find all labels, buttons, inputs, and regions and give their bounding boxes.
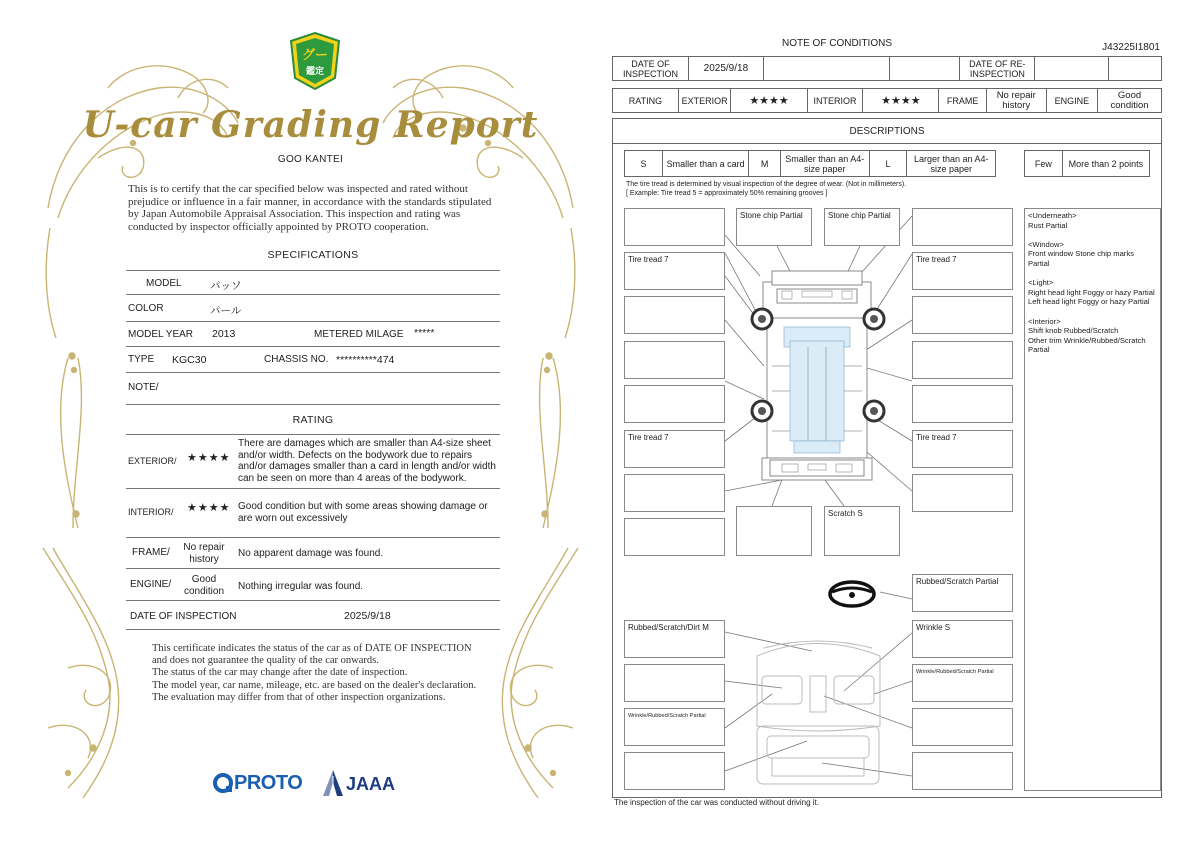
- frame-description: No apparent damage was found.: [238, 548, 384, 559]
- exterior-label: EXTERIOR: [678, 89, 731, 113]
- model-value: パッソ: [210, 280, 242, 292]
- svg-text:鑑定: 鑑定: [305, 67, 325, 77]
- divider: [126, 537, 500, 538]
- note-heading: <Underneath>: [1028, 211, 1077, 220]
- note-heading: <Interior>: [1028, 316, 1061, 326]
- callout-tire-front-left: Tire tread 7: [624, 252, 725, 290]
- engine-label: ENGINE: [1046, 89, 1097, 113]
- callout-dash: Rubbed/Scratch/Dirt M: [624, 620, 725, 658]
- disclaimer-line: The model year, car name, mileage, etc. are based on the dealer's declaration.: [152, 679, 477, 691]
- callout-box: [624, 752, 725, 790]
- frame-label: FRAME: [939, 89, 986, 113]
- callout-box: [912, 708, 1013, 746]
- sheet-code: J43225I1801: [1102, 42, 1160, 53]
- note-of-conditions-sheet: [612, 36, 1164, 816]
- exterior-label: EXTERIOR/: [128, 456, 177, 466]
- date-of-inspection-label: DATE OF INSPECTION: [613, 57, 689, 81]
- tread-example: [ Example: Tire tread 5 = approximately 50% remaining grooves ]: [626, 190, 828, 197]
- callout-box: [624, 341, 725, 379]
- divider: [126, 270, 500, 271]
- jaaa-logo-icon: [323, 770, 343, 796]
- chassis-value: **********474: [336, 354, 395, 366]
- note-text: Front window Stone chip marks Partial: [1028, 249, 1134, 268]
- callout-tire-rear-right: Tire tread 7: [912, 430, 1013, 468]
- disclaimer: [152, 643, 482, 704]
- footer-note: The inspection of the car was conducted without driving it.: [614, 798, 819, 807]
- callout-box: [912, 208, 1013, 246]
- callout-box: [736, 506, 812, 556]
- divider: [126, 600, 500, 601]
- blank-cell: [1109, 57, 1162, 81]
- disclaimer-line: The status of the car may change after the date of inspection.: [152, 667, 408, 679]
- type-label: TYPE: [128, 354, 155, 365]
- proto-logo-icon: [212, 772, 234, 794]
- legend-m: M: [749, 151, 781, 177]
- callout-box: [624, 474, 725, 512]
- callout-wrinkle-s: Wrinkle S: [912, 620, 1013, 658]
- disclaimer-line: This certificate indicates the status of the car as of DATE OF INSPECTION and does not guarantee the quality of the car onwards.: [152, 643, 472, 667]
- callout-box: [624, 296, 725, 334]
- callout-seat-right: Wrinkle/Rubbed/Scratch Partial: [912, 664, 1013, 702]
- sheet-title: NOTE OF CONDITIONS: [782, 38, 892, 49]
- type-value: KGC30: [172, 354, 207, 366]
- reinspection-label: DATE OF RE-INSPECTION: [960, 57, 1035, 81]
- frame-label: FRAME/: [132, 547, 170, 558]
- proto-logo-text: PROTO: [234, 772, 303, 794]
- chassis-label: CHASSIS NO.: [264, 354, 329, 365]
- callout-stone-chip-2: Stone chip Partial: [824, 208, 900, 246]
- legend-l-desc: Larger than an A4-size paper: [907, 151, 996, 177]
- date-of-inspection-value: 2025/9/18: [688, 57, 763, 81]
- jaaa-logo-text: JAAA: [346, 774, 396, 794]
- divider: [126, 321, 500, 322]
- tread-note: The tire tread is determined by visual inspection of the degree of wear. (Not in millimeters).: [626, 181, 907, 188]
- report-subtitle: GOO KANTEI: [277, 154, 344, 165]
- callout-box: [624, 385, 725, 423]
- callout-seat-left: Wrinkle/Rubbed/Scratch Partial: [624, 708, 725, 746]
- callout-box: [912, 296, 1013, 334]
- specifications-heading: SPECIFICATIONS: [267, 249, 359, 261]
- exterior-description: There are damages which are smaller than A4-size sheet and/or width. Defects on the bodywork due to repairs and/or damages smaller than a card in length and/or width can be seen on more than 4 areas of the bodywork.: [238, 438, 496, 484]
- divider: [126, 629, 500, 630]
- divider: [126, 346, 500, 347]
- inspection-date-table: [612, 56, 1162, 81]
- note-text: Shift knob Rubbed/Scratch: [1028, 326, 1119, 336]
- svg-text:グー: グー: [301, 48, 329, 63]
- engine-description: Nothing irregular was found.: [238, 581, 364, 592]
- exterior-stars: ★★★★: [731, 89, 807, 113]
- color-label: COLOR: [128, 303, 164, 314]
- callout-box: [624, 664, 725, 702]
- interior-stars: ★★★★: [863, 89, 939, 113]
- date-of-inspection-label: DATE OF INSPECTION: [130, 611, 237, 622]
- note-text: Left head light Foggy or hazy Partial: [1028, 297, 1150, 307]
- exterior-stars: ★★★★: [187, 452, 231, 464]
- engine-label: ENGINE/: [130, 579, 172, 590]
- callout-scratch-s: Scratch S: [824, 506, 900, 556]
- rating-table: [612, 88, 1162, 113]
- size-legend-table: [624, 150, 996, 177]
- milage-label: METERED MILAGE: [314, 329, 404, 340]
- divider: [126, 434, 500, 435]
- frame-value: No repair history: [183, 542, 225, 565]
- legend-s-desc: Smaller than a card: [662, 151, 748, 177]
- goo-kantei-badge-icon: [289, 32, 341, 90]
- callout-box: [912, 341, 1013, 379]
- callout-tire-front-right: Tire tread 7: [912, 252, 1013, 290]
- blank-cell: [889, 57, 960, 81]
- interior-stars: ★★★★: [187, 502, 231, 514]
- logos: [208, 768, 408, 798]
- note-text: Right head light Foggy or hazy Partial: [1028, 287, 1155, 297]
- interior-label: INTERIOR/: [128, 507, 174, 517]
- few-legend-table: [1024, 150, 1150, 177]
- condition-notes: [1024, 208, 1161, 791]
- callout-box: [912, 752, 1013, 790]
- callout-box: [624, 518, 725, 556]
- blank-cell: [763, 57, 889, 81]
- legend-m-desc: Smaller than an A4-size paper: [780, 151, 869, 177]
- callout-steering: Rubbed/Scratch Partial: [912, 574, 1013, 612]
- note-heading: <Window>: [1028, 239, 1064, 249]
- callout-box: [624, 208, 725, 246]
- legend-few: Few: [1025, 151, 1063, 177]
- callout-stone-chip-1: Stone chip Partial: [736, 208, 812, 246]
- legend-l: L: [869, 151, 907, 177]
- milage-value: *****: [414, 327, 435, 339]
- rating-label: RATING: [613, 89, 679, 113]
- report-title: U-car Grading Report: [82, 104, 539, 146]
- engine-value: Good condition: [183, 574, 225, 597]
- divider: [126, 372, 500, 373]
- reinspection-value: [1035, 57, 1109, 81]
- note-text: Rust Partial: [1028, 220, 1068, 230]
- interior-label: INTERIOR: [807, 89, 863, 113]
- divider: [126, 568, 500, 569]
- color-value: パール: [210, 305, 242, 317]
- note-heading: <Light>: [1028, 278, 1054, 288]
- note-label: NOTE/: [128, 382, 159, 393]
- divider: [126, 294, 500, 295]
- date-of-inspection-value: 2025/9/18: [344, 610, 391, 622]
- model-year-value: 2013: [212, 328, 236, 340]
- certify-statement: This is to certify that the car specified below was inspected and rated without prejudice or influence in a fair manner, in accordance with the standards stipulated by Japan Automobile Appraisal Association. This inspection and rating was conducted by inspector officially appointed by PROTO cooperation.: [128, 183, 492, 233]
- disclaimer-line: The evaluation may differ from that of other inspection organizations.: [152, 691, 446, 703]
- engine-value: Good condition: [1098, 89, 1162, 113]
- model-year-label: MODEL YEAR: [128, 329, 194, 340]
- note-text: Other trim Wrinkle/Rubbed/Scratch Partial: [1028, 335, 1146, 355]
- rating-heading: RATING: [292, 414, 334, 426]
- descriptions-heading: DESCRIPTIONS: [613, 119, 1161, 144]
- callout-box: [912, 385, 1013, 423]
- interior-description: Good condition but with some areas showing damage or are worn out excessively: [238, 501, 488, 524]
- divider: [126, 404, 500, 405]
- model-label: MODEL: [146, 278, 182, 289]
- frame-value: No repair history: [986, 89, 1046, 113]
- legend-s: S: [625, 151, 663, 177]
- callout-box: [912, 474, 1013, 512]
- grading-certificate: [38, 28, 583, 818]
- legend-few-desc: More than 2 points: [1062, 151, 1149, 177]
- callout-tire-rear-left: Tire tread 7: [624, 430, 725, 468]
- divider: [126, 488, 500, 489]
